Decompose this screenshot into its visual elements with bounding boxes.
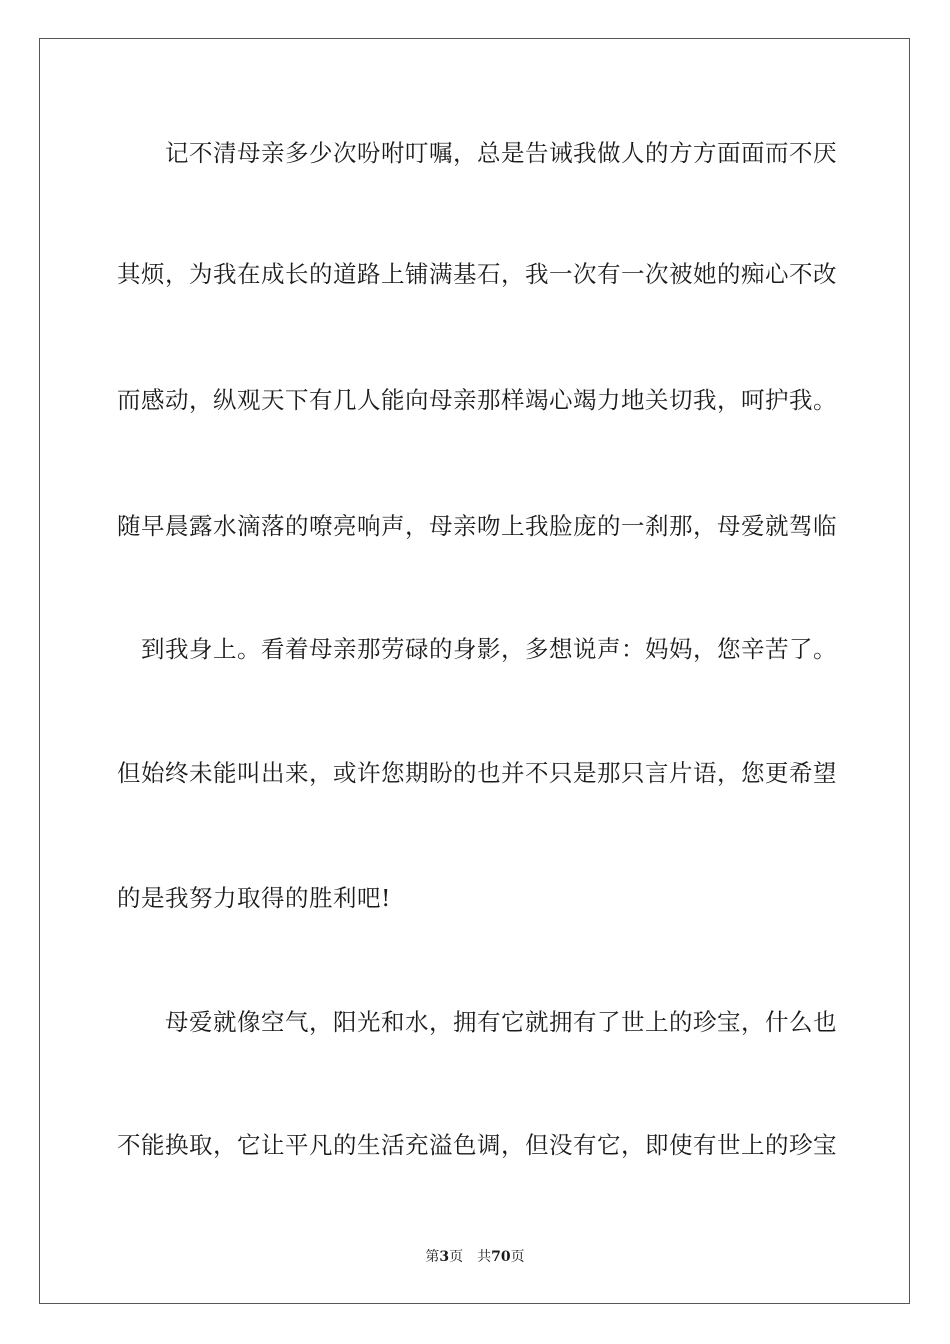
text-line-9: 不能换取，它让平凡的生活充溢色调，但没有它，即使有世上的珍宝 xyxy=(117,1131,837,1159)
page-number: 3 xyxy=(439,1249,450,1265)
page-footer xyxy=(0,1248,950,1266)
text-line-8: 母爱就像空气，阳光和水，拥有它就拥有了世上的珍宝，什么也 xyxy=(117,1008,837,1036)
text-line-3: 而感动，纵观天下有几人能向母亲那样竭心竭力地关切我，呵护我。 xyxy=(117,386,837,414)
text-line-7: 的是我努力取得的胜利吧! xyxy=(117,884,391,912)
text-line-1: 记不清母亲多少次吩咐叮嘱，总是告诫我做人的方方面面而不厌 xyxy=(117,139,837,167)
text-line-5: 到我身上。看着母亲那劳碌的身影，多想说声：妈妈，您辛苦了。 xyxy=(117,635,837,663)
text-line-2: 其烦，为我在成长的道路上铺满基石，我一次有一次被她的痴心不改 xyxy=(117,260,837,288)
page-prefix: 第 xyxy=(425,1249,440,1265)
total-prefix: 共 xyxy=(477,1249,492,1265)
total-suffix: 页 xyxy=(510,1249,525,1265)
text-line-4: 随早晨露水滴落的嘹亮响声，母亲吻上我脸庞的一刹那，母爱就驾临 xyxy=(117,512,837,540)
total-pages: 70 xyxy=(491,1249,511,1265)
text-line-6: 但始终未能叫出来，或许您期盼的也并不只是那只言片语，您更希望 xyxy=(117,759,837,787)
page-suffix: 页 xyxy=(449,1249,464,1265)
page-border xyxy=(39,38,910,1304)
